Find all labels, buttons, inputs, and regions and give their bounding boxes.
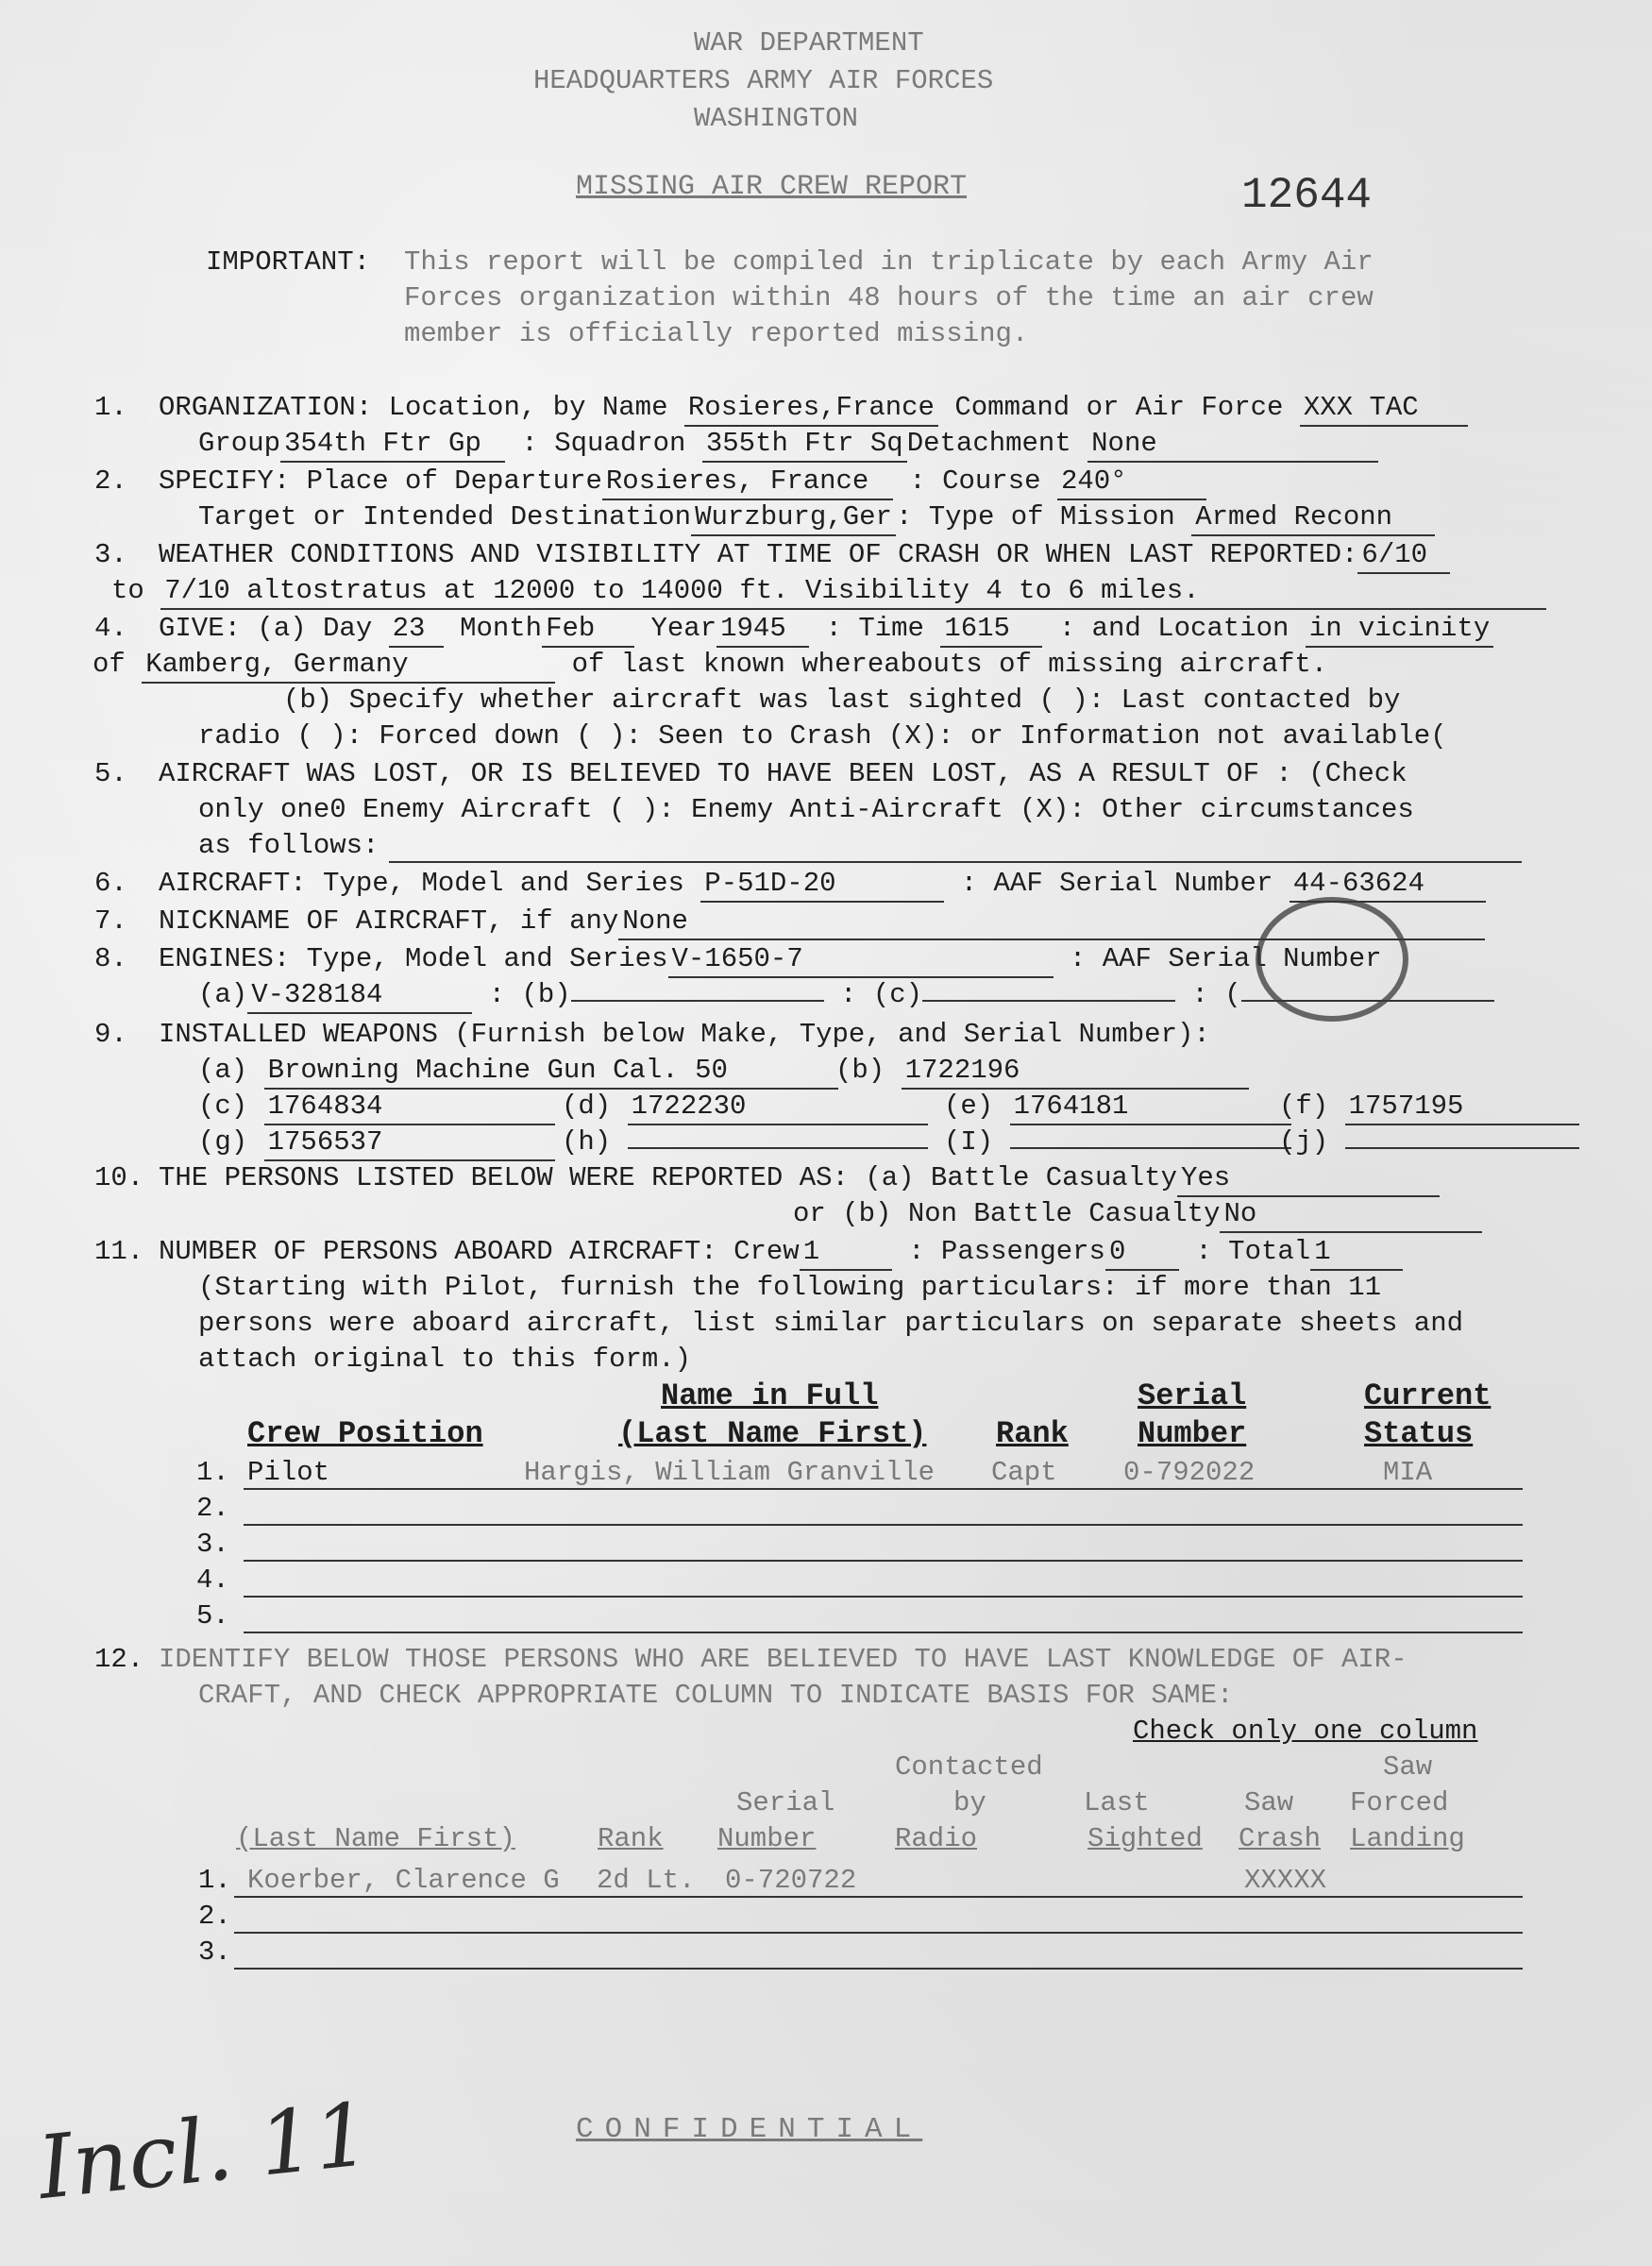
item12-line-2: CRAFT, AND CHECK APPROPRIATE COLUMN TO INDICATE BASIS FOR SAME: (198, 1680, 1234, 1711)
col-rank: Rank (996, 1416, 1069, 1451)
header-location: WASHINGTON (694, 103, 859, 134)
col-serial-2b: Number (717, 1823, 817, 1854)
col-radio-2: by (953, 1787, 986, 1818)
non-battle-casualty-field: No (1220, 1197, 1482, 1233)
crew-serial: 0-792022 (1123, 1457, 1256, 1488)
item6-line: AIRCRAFT: Type, Model and Series P-51D-20 : AAF Serial Number 44-63624 (159, 867, 1486, 903)
item3-line-b: to 7/10 altostratus at 12000 to 14000 ft. Visibility 4 to 6 miles. (111, 574, 1546, 610)
item5-line-1: AIRCRAFT WAS LOST, OR IS BELIEVED TO HAVE BEEN LOST, AS A RESULT OF : (Check (159, 758, 1408, 789)
item-number: 4. (94, 613, 127, 644)
important-label: IMPORTANT: (206, 246, 371, 278)
group-field: 354th Ftr Gp (280, 427, 505, 463)
handwritten-annotation: Incl. 11 (33, 2083, 375, 2220)
table-row-line (244, 1560, 1523, 1562)
item-number: 5. (94, 758, 127, 789)
col-crash-2: Crash (1239, 1823, 1322, 1854)
crew-row-number: 1. (196, 1457, 229, 1488)
item9-line: INSTALLED WEAPONS (Furnish below Make, Type, and Serial Number): (159, 1019, 1210, 1050)
engine-serial-a-field: V-328184 (247, 978, 472, 1014)
item-number: 3. (94, 539, 127, 570)
witness-row-number: 2. (198, 1901, 231, 1932)
target-field: Wurzburg,Ger (691, 500, 896, 536)
table-row-line (234, 1932, 1523, 1934)
item5-line-3: as follows: (198, 830, 379, 861)
important-line-2: Forces organization within 48 hours of the time an air crew (404, 282, 1374, 313)
circular-stamp (1256, 897, 1408, 1022)
weapon-e: (e) 1764181 (944, 1090, 1291, 1125)
important-line-3: member is officially reported missing. (404, 318, 1029, 349)
col-sighted-1: Last (1084, 1787, 1150, 1818)
item11-line-4: attach original to this form.) (198, 1344, 692, 1375)
year-field: 1945 (716, 612, 809, 648)
command-field: XXX TAC (1300, 391, 1468, 427)
classification-stamp: CONFIDENTIAL (576, 2113, 923, 2146)
col-crash-1b: Saw (1383, 1751, 1433, 1783)
underline (389, 861, 1522, 863)
col-crew-position: Crew Position (247, 1416, 483, 1451)
total-field: 1 (1310, 1235, 1403, 1271)
col-forced-2: Forced (1350, 1787, 1449, 1818)
table-row-line (244, 1632, 1523, 1633)
item8-line-a: ENGINES: Type, Model and Series V-1650-7 : AAF Serial Number (159, 942, 1382, 978)
weapon-f: (f) 1757195 (1279, 1090, 1579, 1125)
col-status-2: Status (1364, 1416, 1474, 1451)
item11-line-2: (Starting with Pilot, furnish the following particulars: if more than 11 (198, 1272, 1382, 1303)
col-sighted-2: Sighted (1087, 1823, 1203, 1854)
departure-field: Rosieres, France (602, 465, 893, 500)
weapon-a: (a) Browning Machine Gun Cal. 50 (198, 1054, 838, 1090)
item2-line-a: SPECIFY: Place of Departure Rosieres, France : Course 240° (159, 465, 1206, 500)
witness-row-number: 1. (198, 1865, 231, 1896)
crew-row-number: 4. (196, 1564, 229, 1596)
location-field-b: Kamberg, Germany (142, 648, 555, 684)
item4-b-line-1: (b) Specify whether aircraft was last sighted ( ): Last contacted by (283, 685, 1401, 716)
important-line-1: This report will be compiled in triplicate by each Army Air (404, 246, 1374, 278)
passengers-field: 0 (1105, 1235, 1179, 1271)
witness-rank: 2d Lt. (597, 1865, 696, 1896)
engine-serial-c-field (922, 1000, 1175, 1002)
col-name-2: (Last Name First) (618, 1416, 927, 1451)
crew-field: 1 (800, 1235, 892, 1271)
mission-field: Armed Reconn (1191, 500, 1435, 536)
item7-line: NICKNAME OF AIRCRAFT, if any None (159, 905, 1485, 940)
col-radio-3: Radio (895, 1823, 978, 1854)
witness-row-number: 3. (198, 1936, 231, 1968)
weather-field-a: 6/10 (1357, 538, 1450, 574)
item11-line-3: persons were aboard aircraft, list similar particulars on separate sheets and (198, 1308, 1464, 1339)
col-serial-1b: Serial (736, 1787, 835, 1818)
col-name-1: Name in Full (661, 1378, 879, 1413)
weapon-b: (b) 1722196 (835, 1054, 1249, 1090)
item-number: 7. (94, 905, 127, 937)
crew-row-number: 5. (196, 1600, 229, 1632)
item-number: 6. (94, 868, 127, 899)
witness-saw-crash: XXXXX (1244, 1865, 1327, 1896)
table-row-line (244, 1524, 1523, 1526)
weapon-j: (j) (1279, 1125, 1579, 1159)
item4-b-line-2: radio ( ): Forced down ( ): Seen to Crash (X): or Information not available( (198, 720, 1447, 752)
crew-row-number: 3. (196, 1529, 229, 1560)
item4-line-a: GIVE: (a) Day 23 Month Feb Year 1945 : Time 1615 : and Location in vicinity (159, 612, 1493, 648)
squadron-field: 355th Ftr Sq (702, 427, 907, 463)
weapon-d: (d) 1722230 (562, 1090, 928, 1125)
item1-line-a: ORGANIZATION: Location, by Name Rosieres,France Command or Air Force XXX TAC (159, 391, 1468, 427)
weather-field-b: 7/10 altostratus at 12000 to 14000 ft. Visibility 4 to 6 miles. (160, 574, 1546, 610)
header-department: WAR DEPARTMENT (694, 27, 924, 59)
table-row-line (244, 1488, 1523, 1490)
course-field: 240° (1057, 465, 1206, 500)
item1-line-b: Group 354th Ftr Gp : Squadron 355th Ftr Sq Detachment None (198, 427, 1378, 463)
table-row-line (234, 1896, 1523, 1898)
item-number: 12. (94, 1644, 144, 1675)
col-crash-1: Saw (1244, 1787, 1294, 1818)
witness-name: Koerber, Clarence G (247, 1865, 560, 1896)
item3-line-a: WEATHER CONDITIONS AND VISIBILITY AT TIME OF CRASH OR WHEN LAST REPORTED: 6/10 (159, 538, 1450, 574)
crew-status: MIA (1383, 1457, 1433, 1488)
report-title: MISSING AIR CREW REPORT (576, 171, 968, 203)
table-row-line (244, 1596, 1523, 1598)
engine-type-field: V-1650-7 (668, 942, 1054, 978)
aircraft-type-field: P-51D-20 (700, 867, 944, 903)
weapon-i: (I) (944, 1125, 1291, 1159)
battle-casualty-field: Yes (1177, 1161, 1440, 1197)
weapon-c: (c) 1764834 (198, 1090, 555, 1125)
day-field: 23 (389, 612, 444, 648)
item-number: 1. (94, 392, 127, 423)
table-row-line (234, 1968, 1523, 1970)
engine-serial-b-field (571, 1000, 824, 1002)
header-headquarters: HEADQUARTERS ARMY AIR FORCES (533, 65, 994, 96)
crew-position: Pilot (247, 1457, 330, 1488)
item8-line-b: (a) V-328184 : (b) : (c) : ( (198, 978, 1494, 1014)
time-field: 1615 (940, 612, 1042, 648)
report-number: 12644 (1241, 171, 1373, 220)
crew-row-number: 2. (196, 1493, 229, 1524)
org-location-field: Rosieres,France (684, 391, 938, 427)
item-number: 9. (94, 1019, 127, 1050)
item11-line-a: NUMBER OF PERSONS ABOARD AIRCRAFT: Crew 1 : Passengers 0 : Total 1 (159, 1235, 1403, 1271)
col-forced-3: Landing (1350, 1823, 1465, 1854)
check-note: Check only one column (1133, 1716, 1478, 1747)
month-field: Feb (542, 612, 634, 648)
nickname-field: None (618, 905, 1485, 940)
location-field-a: in vicinity (1306, 612, 1493, 648)
item-number: 11. (94, 1236, 144, 1267)
witness-serial: 0-720722 (725, 1865, 857, 1896)
col-name-12: (Last Name First) (236, 1823, 515, 1854)
item-number: 10. (94, 1162, 144, 1193)
col-serial-2: Number (1138, 1416, 1247, 1451)
col-radio-1: Contacted (895, 1751, 1043, 1783)
item4-line-b: of Kamberg, Germany of last known whereabouts of missing aircraft. (93, 648, 1327, 684)
aircraft-serial-field: 44-63624 (1290, 867, 1486, 903)
item2-line-b: Target or Intended Destination Wurzburg,Ger : Type of Mission Armed Reconn (198, 500, 1435, 536)
weapon-g: (g) 1756537 (198, 1125, 555, 1161)
col-status-1: Current (1364, 1378, 1492, 1413)
weapon-h: (h) (562, 1125, 928, 1159)
item12-line-1: IDENTIFY BELOW THOSE PERSONS WHO ARE BELIEVED TO HAVE LAST KNOWLEDGE OF AIR- (159, 1644, 1408, 1675)
crew-name: Hargis, William Granville (524, 1457, 936, 1488)
col-serial-1: Serial (1138, 1378, 1247, 1413)
crew-rank: Capt (991, 1457, 1057, 1488)
item5-line-2: only one0 Enemy Aircraft ( ): Enemy Anti-Aircraft (X): Other circumstances (198, 794, 1414, 825)
item10-line-a: THE PERSONS LISTED BELOW WERE REPORTED AS: (a) Battle Casualty Yes (159, 1161, 1440, 1197)
detachment-field: None (1087, 427, 1378, 463)
item10-line-b: or (b) Non Battle Casualty No (793, 1197, 1482, 1233)
col-rank-12: Rank (598, 1823, 664, 1854)
item-number: 2. (94, 465, 127, 497)
item-number: 8. (94, 943, 127, 974)
